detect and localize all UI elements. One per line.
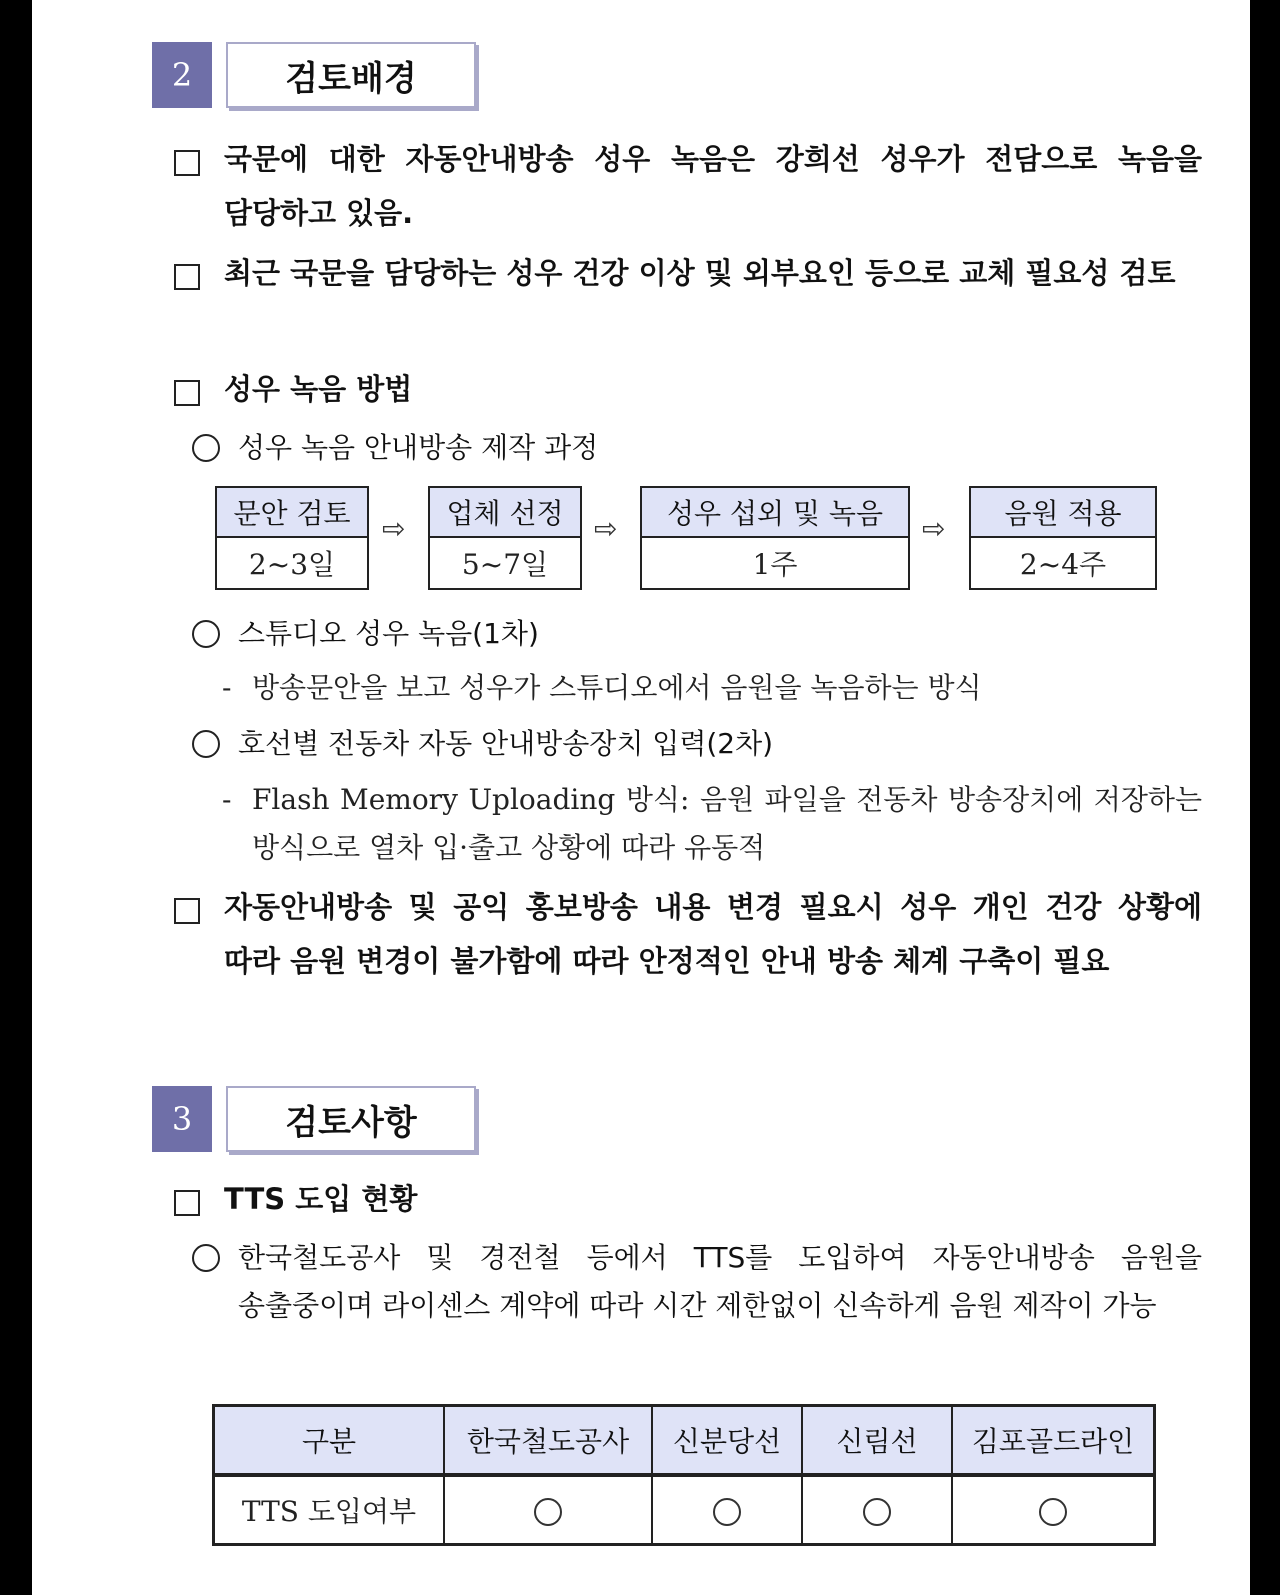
right-arrow-icon: ⇨ bbox=[594, 512, 618, 545]
table-cell bbox=[952, 1475, 1155, 1545]
circle-bullet-icon bbox=[192, 1244, 220, 1272]
sub-tts-adoption: 한국철도공사 및 경전철 등에서 TTS를 도입하여 자동안내방송 음원을 송출중이며 라이센스 계약에 따라 시간 제한없이 신속하게 음원 제작이 가능 bbox=[192, 1234, 1202, 1330]
square-bullet-icon bbox=[174, 150, 200, 176]
table-header-cell: 신림선 bbox=[802, 1406, 952, 1476]
sub-device-input: 호선별 전동차 자동 안내방송장치 입력(2차) bbox=[192, 720, 1202, 768]
bullet-replacement-review: 최근 국문을 담당하는 성우 건강 이상 및 외부요인 등으로 교체 필요성 검토 bbox=[174, 246, 1202, 300]
adopted-circle-icon bbox=[713, 1498, 741, 1526]
table-header-row bbox=[214, 1406, 1155, 1476]
document-page bbox=[32, 0, 1250, 1595]
flow-step-vendor: 업체 선정 5~7일 bbox=[428, 486, 582, 590]
section-2-title: 검토배경 bbox=[226, 42, 476, 108]
sub-studio-recording: 스튜디오 성우 녹음(1차) bbox=[192, 610, 1202, 658]
table-cell bbox=[652, 1475, 802, 1545]
flow-step-apply: 음원 적용 2~4주 bbox=[969, 486, 1157, 590]
device-input-detail: - Flash Memory Uploading 방식: 음원 파일을 전동차 방송장치에 저장하는 방식으로 열차 입·출고 상황에 따라 유동적 bbox=[222, 783, 1202, 864]
table-row-label: TTS 도입여부 bbox=[214, 1475, 445, 1545]
sub-production-process: 성우 녹음 안내방송 제작 과정 bbox=[192, 424, 1202, 472]
table-header-cell: 김포골드라인 bbox=[952, 1406, 1155, 1476]
adopted-circle-icon bbox=[534, 1498, 562, 1526]
bullet-stable-system: 자동안내방송 및 공익 홍보방송 내용 변경 필요시 성우 개인 건강 상황에 따라 음원 변경이 불가함에 따라 안정적인 안내 방송 체계 구축이 필요 bbox=[174, 880, 1202, 988]
right-arrow-icon: ⇨ bbox=[922, 512, 946, 545]
table-header-cell: 신분당선 bbox=[652, 1406, 802, 1476]
flow-step-casting: 성우 섭외 및 녹음 1주 bbox=[640, 486, 910, 590]
adopted-circle-icon bbox=[863, 1498, 891, 1526]
square-bullet-icon bbox=[174, 380, 200, 406]
square-bullet-icon bbox=[174, 1190, 200, 1216]
table-header-cell: 한국철도공사 bbox=[444, 1406, 652, 1476]
bullet-recording-staff: 국문에 대한 자동안내방송 성우 녹음은 강희선 성우가 전담으로 녹음을 담당하고 있음. bbox=[174, 132, 1202, 240]
section-2-number: 2 bbox=[152, 42, 212, 108]
circle-bullet-icon bbox=[192, 730, 220, 758]
bullet-recording-method: 성우 녹음 방법 bbox=[174, 362, 1202, 416]
square-bullet-icon bbox=[174, 264, 200, 290]
right-arrow-icon: ⇨ bbox=[382, 512, 406, 545]
square-bullet-icon bbox=[174, 898, 200, 924]
adopted-circle-icon bbox=[1039, 1498, 1067, 1526]
section-3-title: 검토사항 bbox=[226, 1086, 476, 1152]
circle-bullet-icon bbox=[192, 620, 220, 648]
table-cell bbox=[802, 1475, 952, 1545]
flow-step-review: 문안 검토 2~3일 bbox=[215, 486, 369, 590]
table-row bbox=[214, 1475, 1155, 1545]
table-header-cell: 구분 bbox=[214, 1406, 445, 1476]
circle-bullet-icon bbox=[192, 434, 220, 462]
studio-recording-detail: - 방송문안을 보고 성우가 스튜디오에서 음원을 녹음하는 방식 bbox=[222, 671, 982, 704]
section-3-number: 3 bbox=[152, 1086, 212, 1152]
table-cell bbox=[444, 1475, 652, 1545]
tts-adoption-table bbox=[212, 1404, 1156, 1546]
bullet-tts-status: TTS 도입 현황 bbox=[174, 1172, 1202, 1226]
